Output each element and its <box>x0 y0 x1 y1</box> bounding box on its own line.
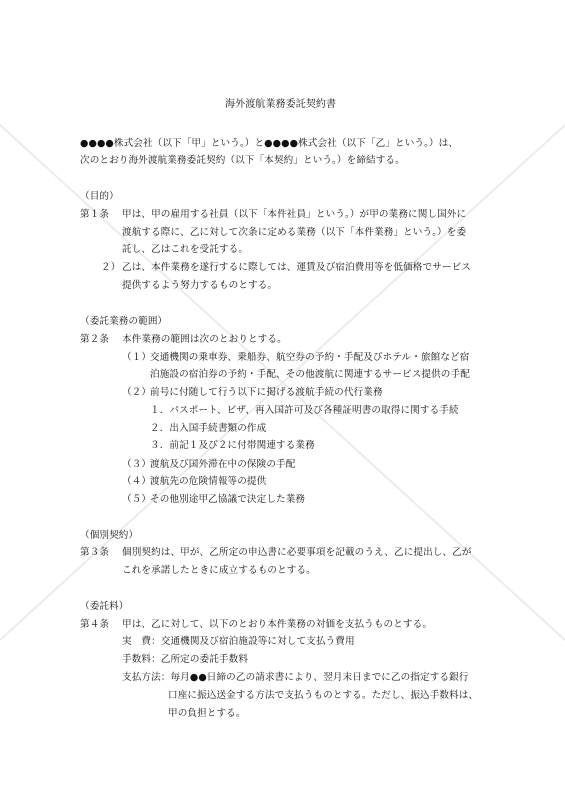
section-heading: （個別契約） <box>80 530 139 541</box>
item-text: 前号に付随して行う以下に掲げる渡航手続の代行業務 <box>150 387 383 398</box>
sub-item: ３．前記１及び２に付帯関連する業務 <box>150 440 315 451</box>
article-text: 本件業務の範囲は次のとおりとする。 <box>122 334 287 345</box>
document-title: 海外渡航業務委託契約書 <box>225 99 337 110</box>
article-number: 第３条 <box>80 547 110 558</box>
article-number: 第４条 <box>80 619 110 630</box>
fee-item: 支払方法：毎月●●日締の乙の請求書により、翌月末日までに乙の指定する銀行 <box>122 672 469 683</box>
item-number: （４） <box>122 476 152 487</box>
item-number: （３） <box>122 459 152 470</box>
section-heading: （委託料） <box>80 601 129 612</box>
section-heading: （目的） <box>80 191 119 202</box>
paragraph-text: 乙は、本件業務を遂行するに際しては、運賃及び宿泊費用等を低価格でサービス <box>122 262 471 273</box>
item-number: （２） <box>122 387 152 398</box>
section-heading: （委託業務の範囲） <box>80 316 168 327</box>
fee-item-continuation: 口座に振込送金する方法で支払うものとする。ただし、振込手数料は、 <box>168 690 479 701</box>
preamble-line: 次のとおり海外渡航業務委託契約（以下「本契約」という。）を締結する。 <box>80 155 405 166</box>
sub-item: ２．出入国手続書類の作成 <box>150 423 267 434</box>
fee-item: 手数料：乙所定の委託手数料 <box>122 654 249 665</box>
article-number: 第２条 <box>80 334 110 345</box>
preamble-line: ●●●●株式会社（以下「甲」という。）と●●●●株式会社（以下「乙」という。）は、 <box>80 138 459 149</box>
article-text: これを承諾したときに成立するものとする。 <box>122 565 316 576</box>
sub-item: １．パスポート、ビザ、再入国許可及び各種証明書の取得に関する手続 <box>150 405 459 416</box>
item-text: その他別途甲乙協議で決定した業務 <box>150 494 306 505</box>
article-text: 託し、乙はこれを受託する。 <box>122 244 249 255</box>
item-number: （５） <box>122 494 152 505</box>
article-text: 甲は、甲の雇用する社員（以下「本件社員」という。）が甲の業務に関し国外に <box>122 209 467 220</box>
article-text: 渡航する際に、乙に対して次条に定める業務（以下「本件業務」という。）を委 <box>122 227 467 238</box>
item-text: 渡航先の危険情報等の提供 <box>150 476 267 487</box>
paragraph-text: 提供するよう努力するものとする。 <box>122 280 278 291</box>
fee-item-continuation: 甲の負担とする。 <box>168 708 246 719</box>
item-text: 泊施設の宿泊券の予約・手配、その他渡航に関連するサービス提供の手配 <box>150 369 470 380</box>
item-text: 交通機関の乗車券、乗船券、航空券の予約・手配及びホテル・旅館など宿 <box>150 352 470 363</box>
paragraph-number: ２） <box>101 262 121 273</box>
item-text: 渡航及び国外滞在中の保険の手配 <box>150 459 296 470</box>
fee-item: 実 費：交通機関及び宿泊施設等に対して支払う費用 <box>122 636 355 647</box>
item-number: （１） <box>122 352 152 363</box>
article-text: 甲は、乙に対して、以下のとおり本件業務の対価を支払うものとする。 <box>122 619 433 630</box>
article-text: 個別契約は、甲が、乙所定の申込書に必要事項を記載のうえ、乙に提出し、乙が <box>122 547 472 558</box>
article-number: 第１条 <box>80 209 110 220</box>
